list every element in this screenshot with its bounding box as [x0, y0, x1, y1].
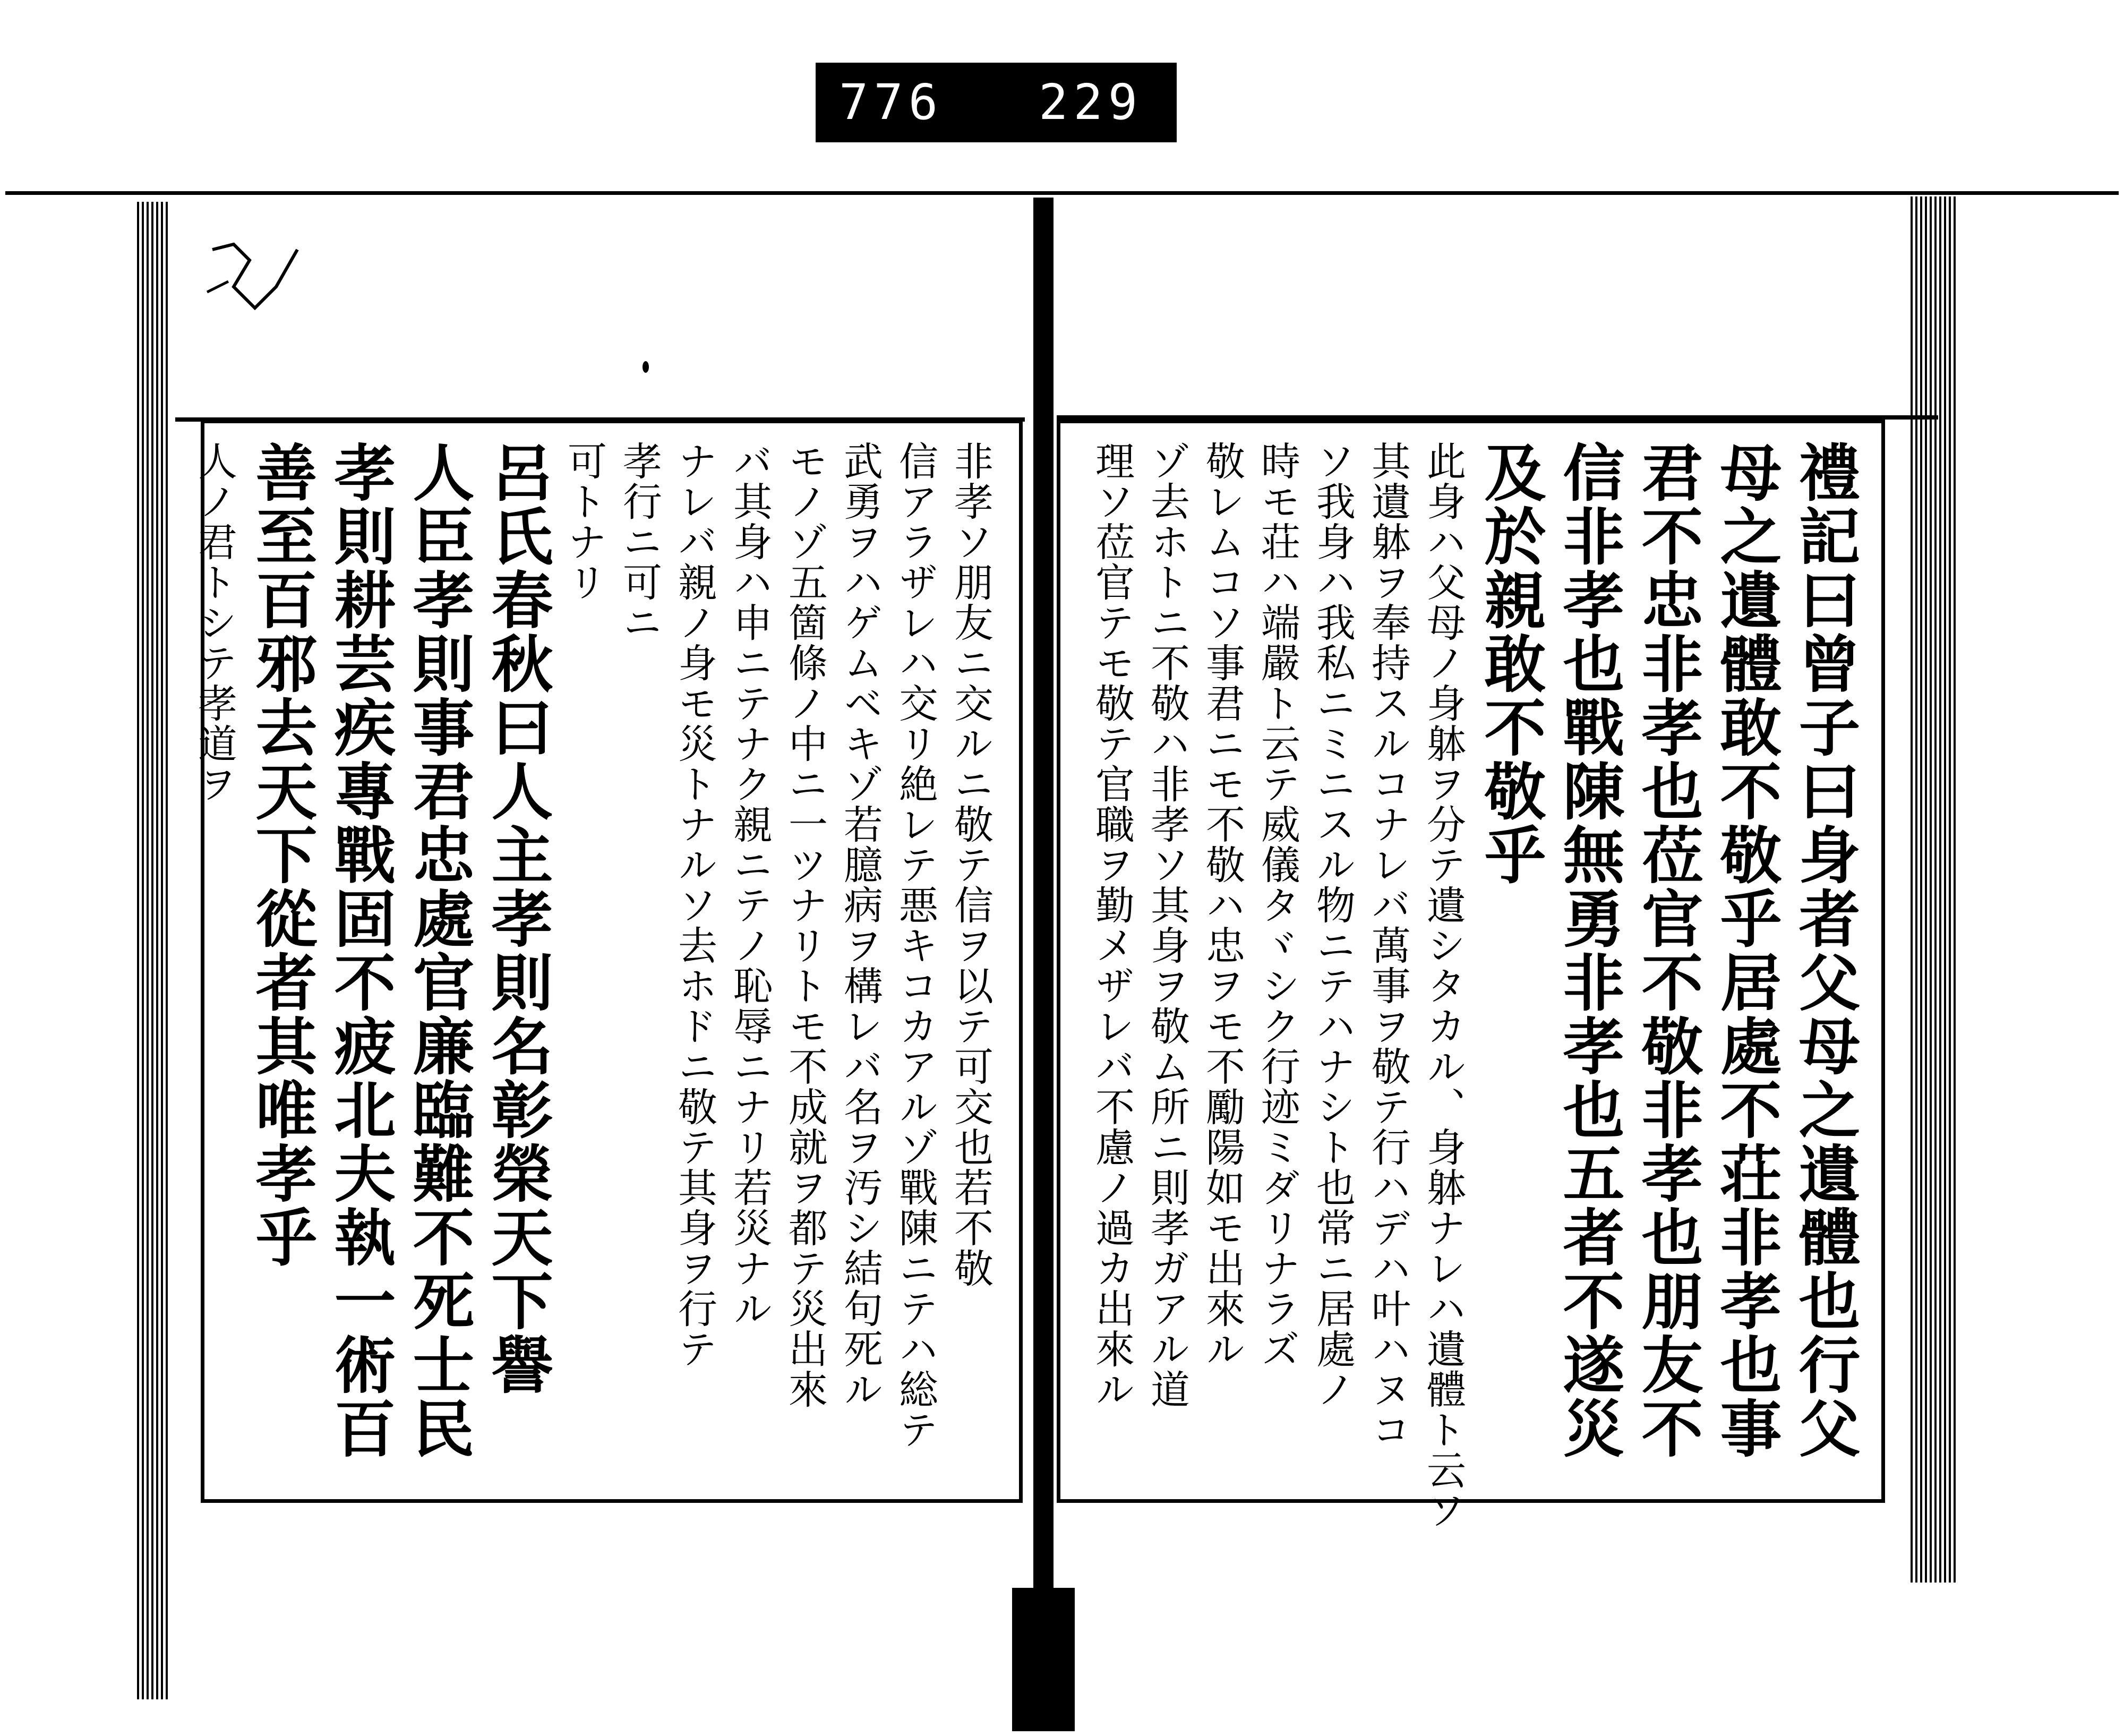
left-page-text [192, 441, 998, 1482]
commentary-column: 時モ荘ハ端嚴ト云テ威儀タヾシク行迹ミダリナラズ [1255, 441, 1300, 1369]
tag-right-number: 229 [1039, 74, 1143, 131]
commentary-column: モノゾ五箇條ノ中ニ一ツナリトモ不成就ヲ都テ災出來 [782, 441, 828, 1409]
text-column: 君不忠非孝也莅官不敬非孝也朋友不 [1631, 441, 1703, 1460]
book-spine-foot [1012, 1588, 1075, 1731]
commentary-column: バ其身ハ申ニテナク親ニテノ恥辱ニナリ若災ナル [727, 441, 773, 1329]
text-column: 善至百邪去天下從者其唯孝乎 [245, 441, 318, 1269]
text-column: 人臣孝則事君忠處官廉臨難不死士民 [402, 441, 475, 1460]
commentary-column: 其遺躰ヲ奉持スルコナレバ萬事ヲ敬テ行ハデハ叶ハヌコ [1365, 441, 1411, 1450]
commentary-column: ナレバ親ノ身モ災トナルソ去ホドニ敬テ其身ヲ行テ [672, 441, 717, 1369]
tag-left-number: 776 [839, 74, 944, 131]
commentary-column: 人ノ君トシテ孝道ヲ [192, 441, 237, 804]
commentary-column: 非孝ソ朋友ニ交ルニ敬テ信ヲ以テ可交也若不敬 [948, 441, 994, 1288]
text-column: 及於親敢不敬乎 [1474, 441, 1546, 887]
catalog-number-tag [816, 63, 1177, 142]
page-edge-right [1911, 196, 1957, 1583]
frame-top-line-right [1057, 415, 1938, 420]
page-edge-left [137, 202, 170, 1699]
commentary-column: ゾ去ホトニ不敬ハ非孝ソ其身ヲ敬ム所ニ則孝ガアル道 [1144, 441, 1190, 1409]
commentary-column: 可トナリ [561, 441, 607, 602]
text-column: 信非孝也戰陳無勇非孝也五者不遂災 [1553, 441, 1625, 1460]
text-column: 禮記曰曾子曰身者父母之遺體也行父 [1788, 441, 1861, 1460]
book-spine [1033, 198, 1054, 1727]
text-column: 呂氏春秋曰人主孝則名彰榮天下譽 [481, 441, 553, 1397]
commentary-column: 孝行ニ可ニ [616, 441, 662, 643]
right-page-text [1078, 441, 1864, 1530]
commentary-column: 武勇ヲハゲムベキゾ若臆病ヲ構レバ名ヲ汚シ結句死ル [837, 441, 883, 1409]
commentary-column: 此身ハ父母ノ身躰ヲ分テ遺シタカル、身躰ナレハ遺體ト云ソ [1420, 441, 1466, 1530]
text-column: 母之遺體敢不敬乎居處不荘非孝也事 [1710, 441, 1782, 1460]
ink-mark [202, 228, 308, 335]
text-column: 孝則耕芸疾專戰固不疲北夫執一術百 [324, 441, 396, 1460]
commentary-column: 理ソ莅官テモ敬テ官職ヲ勤メザレバ不慮ノ過カ出來ル [1089, 441, 1135, 1409]
commentary-column: 信アラザレハ交リ絶レテ悪キコカアルゾ戰陳ニテハ総テ [893, 441, 938, 1450]
commentary-column: 敬レムコソ事君ニモ不敬ハ忠ヲモ不勵陽如モ出來ル [1200, 441, 1245, 1369]
ink-dot [643, 361, 649, 373]
commentary-column: ソ我身ハ我私ニミニスル物ニテハナシト也常ニ居處ノ [1310, 441, 1356, 1409]
top-rule [5, 191, 2119, 195]
